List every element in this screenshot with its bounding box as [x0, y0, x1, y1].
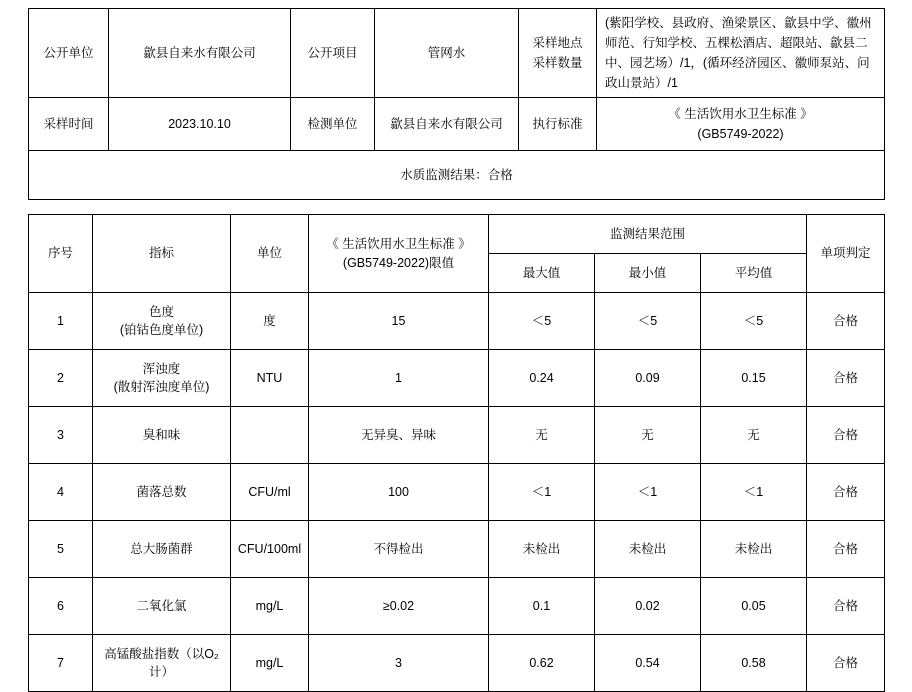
row-index: 7	[29, 635, 93, 692]
row-unit: mg/L	[231, 635, 309, 692]
row-index: 2	[29, 350, 93, 407]
row-max: 未检出	[489, 521, 595, 578]
row-max: 0.62	[489, 635, 595, 692]
row-limit: 3	[309, 635, 489, 692]
col-range-group-header: 监测结果范围	[489, 215, 807, 254]
sampling-location-count-label	[519, 9, 597, 98]
row-avg: 0.15	[701, 350, 807, 407]
header-table	[28, 8, 885, 200]
row-unit: CFU/100ml	[231, 521, 309, 578]
table-row	[29, 578, 885, 635]
row-indicator	[93, 350, 231, 407]
row-unit: 度	[231, 293, 309, 350]
results-header-row-1	[29, 215, 885, 254]
overall-result-text: 水质监测结果：合格	[29, 151, 885, 200]
row-unit	[231, 407, 309, 464]
row-indicator: 菌落总数	[93, 464, 231, 521]
row-max: 0.24	[489, 350, 595, 407]
row-indicator: 二氧化氯	[93, 578, 231, 635]
col-indicator-header: 指标	[93, 215, 231, 293]
row-limit: 100	[309, 464, 489, 521]
public-project-value: 管网水	[375, 9, 519, 98]
row-min: ＜5	[595, 293, 701, 350]
row-max: 0.1	[489, 578, 595, 635]
col-max-header: 最大值	[489, 254, 595, 293]
col-min-header: 最小值	[595, 254, 701, 293]
table-spacer	[28, 200, 884, 214]
row-min: 无	[595, 407, 701, 464]
row-indicator-line2: (铂钴色度单位)	[119, 323, 204, 337]
row-avg: 未检出	[701, 521, 807, 578]
col-index-header: 序号	[29, 215, 93, 293]
row-indicator: 总大肠菌群	[93, 521, 231, 578]
sampling-time-label: 采样时间	[29, 98, 109, 151]
sampling-count-label: 采样数量	[532, 56, 583, 70]
results-table	[28, 214, 885, 692]
col-unit-header: 单位	[231, 215, 309, 293]
testing-unit-label: 检测单位	[291, 98, 375, 151]
row-index: 1	[29, 293, 93, 350]
table-row	[29, 464, 885, 521]
row-judgement: 合格	[807, 521, 885, 578]
row-judgement: 合格	[807, 407, 885, 464]
spacer-cell	[28, 200, 884, 214]
row-avg: 无	[701, 407, 807, 464]
col-limit-header-line1: 《 生活饮用水卫生标准 》	[326, 237, 471, 252]
public-project-label: 公开项目	[291, 9, 375, 98]
row-unit: NTU	[231, 350, 309, 407]
public-unit-value: 歙县自来水有限公司	[109, 9, 291, 98]
row-index: 4	[29, 464, 93, 521]
header-row-2	[29, 98, 885, 151]
col-limit-header-line2: (GB5749-2022)限值	[342, 255, 455, 270]
row-indicator: 高锰酸盐指数（以O₂计）	[93, 635, 231, 692]
row-min: 0.02	[595, 578, 701, 635]
sampling-location-label: 采样地点	[532, 36, 583, 50]
result-banner-row	[29, 151, 885, 200]
header-row-1	[29, 9, 885, 98]
row-judgement: 合格	[807, 464, 885, 521]
row-unit: CFU/ml	[231, 464, 309, 521]
row-avg: 0.58	[701, 635, 807, 692]
row-index: 6	[29, 578, 93, 635]
table-row	[29, 521, 885, 578]
row-min: 未检出	[595, 521, 701, 578]
row-judgement: 合格	[807, 293, 885, 350]
sampling-time-value: 2023.10.10	[109, 98, 291, 151]
table-row	[29, 635, 885, 692]
row-unit: mg/L	[231, 578, 309, 635]
row-avg: 0.05	[701, 578, 807, 635]
row-max: ＜5	[489, 293, 595, 350]
row-judgement: 合格	[807, 635, 885, 692]
row-limit: 15	[309, 293, 489, 350]
standard-name: 《 生活饮用水卫生标准 》	[668, 107, 813, 121]
row-judgement: 合格	[807, 578, 885, 635]
row-min: 0.54	[595, 635, 701, 692]
table-row	[29, 293, 885, 350]
row-indicator-line1: 浑浊度	[142, 361, 181, 376]
row-limit: 不得检出	[309, 521, 489, 578]
row-avg: ＜5	[701, 293, 807, 350]
col-avg-header: 平均值	[701, 254, 807, 293]
public-unit-label: 公开单位	[29, 9, 109, 98]
row-max: 无	[489, 407, 595, 464]
row-index: 5	[29, 521, 93, 578]
row-limit: 无异臭、异味	[309, 407, 489, 464]
sampling-sites-value: (紫阳学校、县政府、渔梁景区、歙县中学、徽州师范、行知学校、五棵松酒店、超限站、歙县二中、园艺场）/1，(循环经济园区、徽师泵站、问政山景站）/1	[597, 9, 885, 98]
row-indicator-line2: (散射浑浊度单位)	[113, 380, 210, 394]
table-row	[29, 407, 885, 464]
row-limit: 1	[309, 350, 489, 407]
row-indicator-line1: 色度	[148, 304, 174, 319]
row-min: 0.09	[595, 350, 701, 407]
row-avg: ＜1	[701, 464, 807, 521]
row-indicator: 臭和味	[93, 407, 231, 464]
testing-unit-value: 歙县自来水有限公司	[375, 98, 519, 151]
row-limit: ≥0.02	[309, 578, 489, 635]
standard-label: 执行标准	[519, 98, 597, 151]
col-limit-header	[309, 215, 489, 293]
table-row	[29, 350, 885, 407]
col-judgement-header: 单项判定	[807, 215, 885, 293]
row-indicator	[93, 293, 231, 350]
standard-value	[597, 98, 885, 151]
row-judgement: 合格	[807, 350, 885, 407]
row-max: ＜1	[489, 464, 595, 521]
row-min: ＜1	[595, 464, 701, 521]
standard-code: (GB5749-2022)	[697, 127, 784, 141]
row-index: 3	[29, 407, 93, 464]
